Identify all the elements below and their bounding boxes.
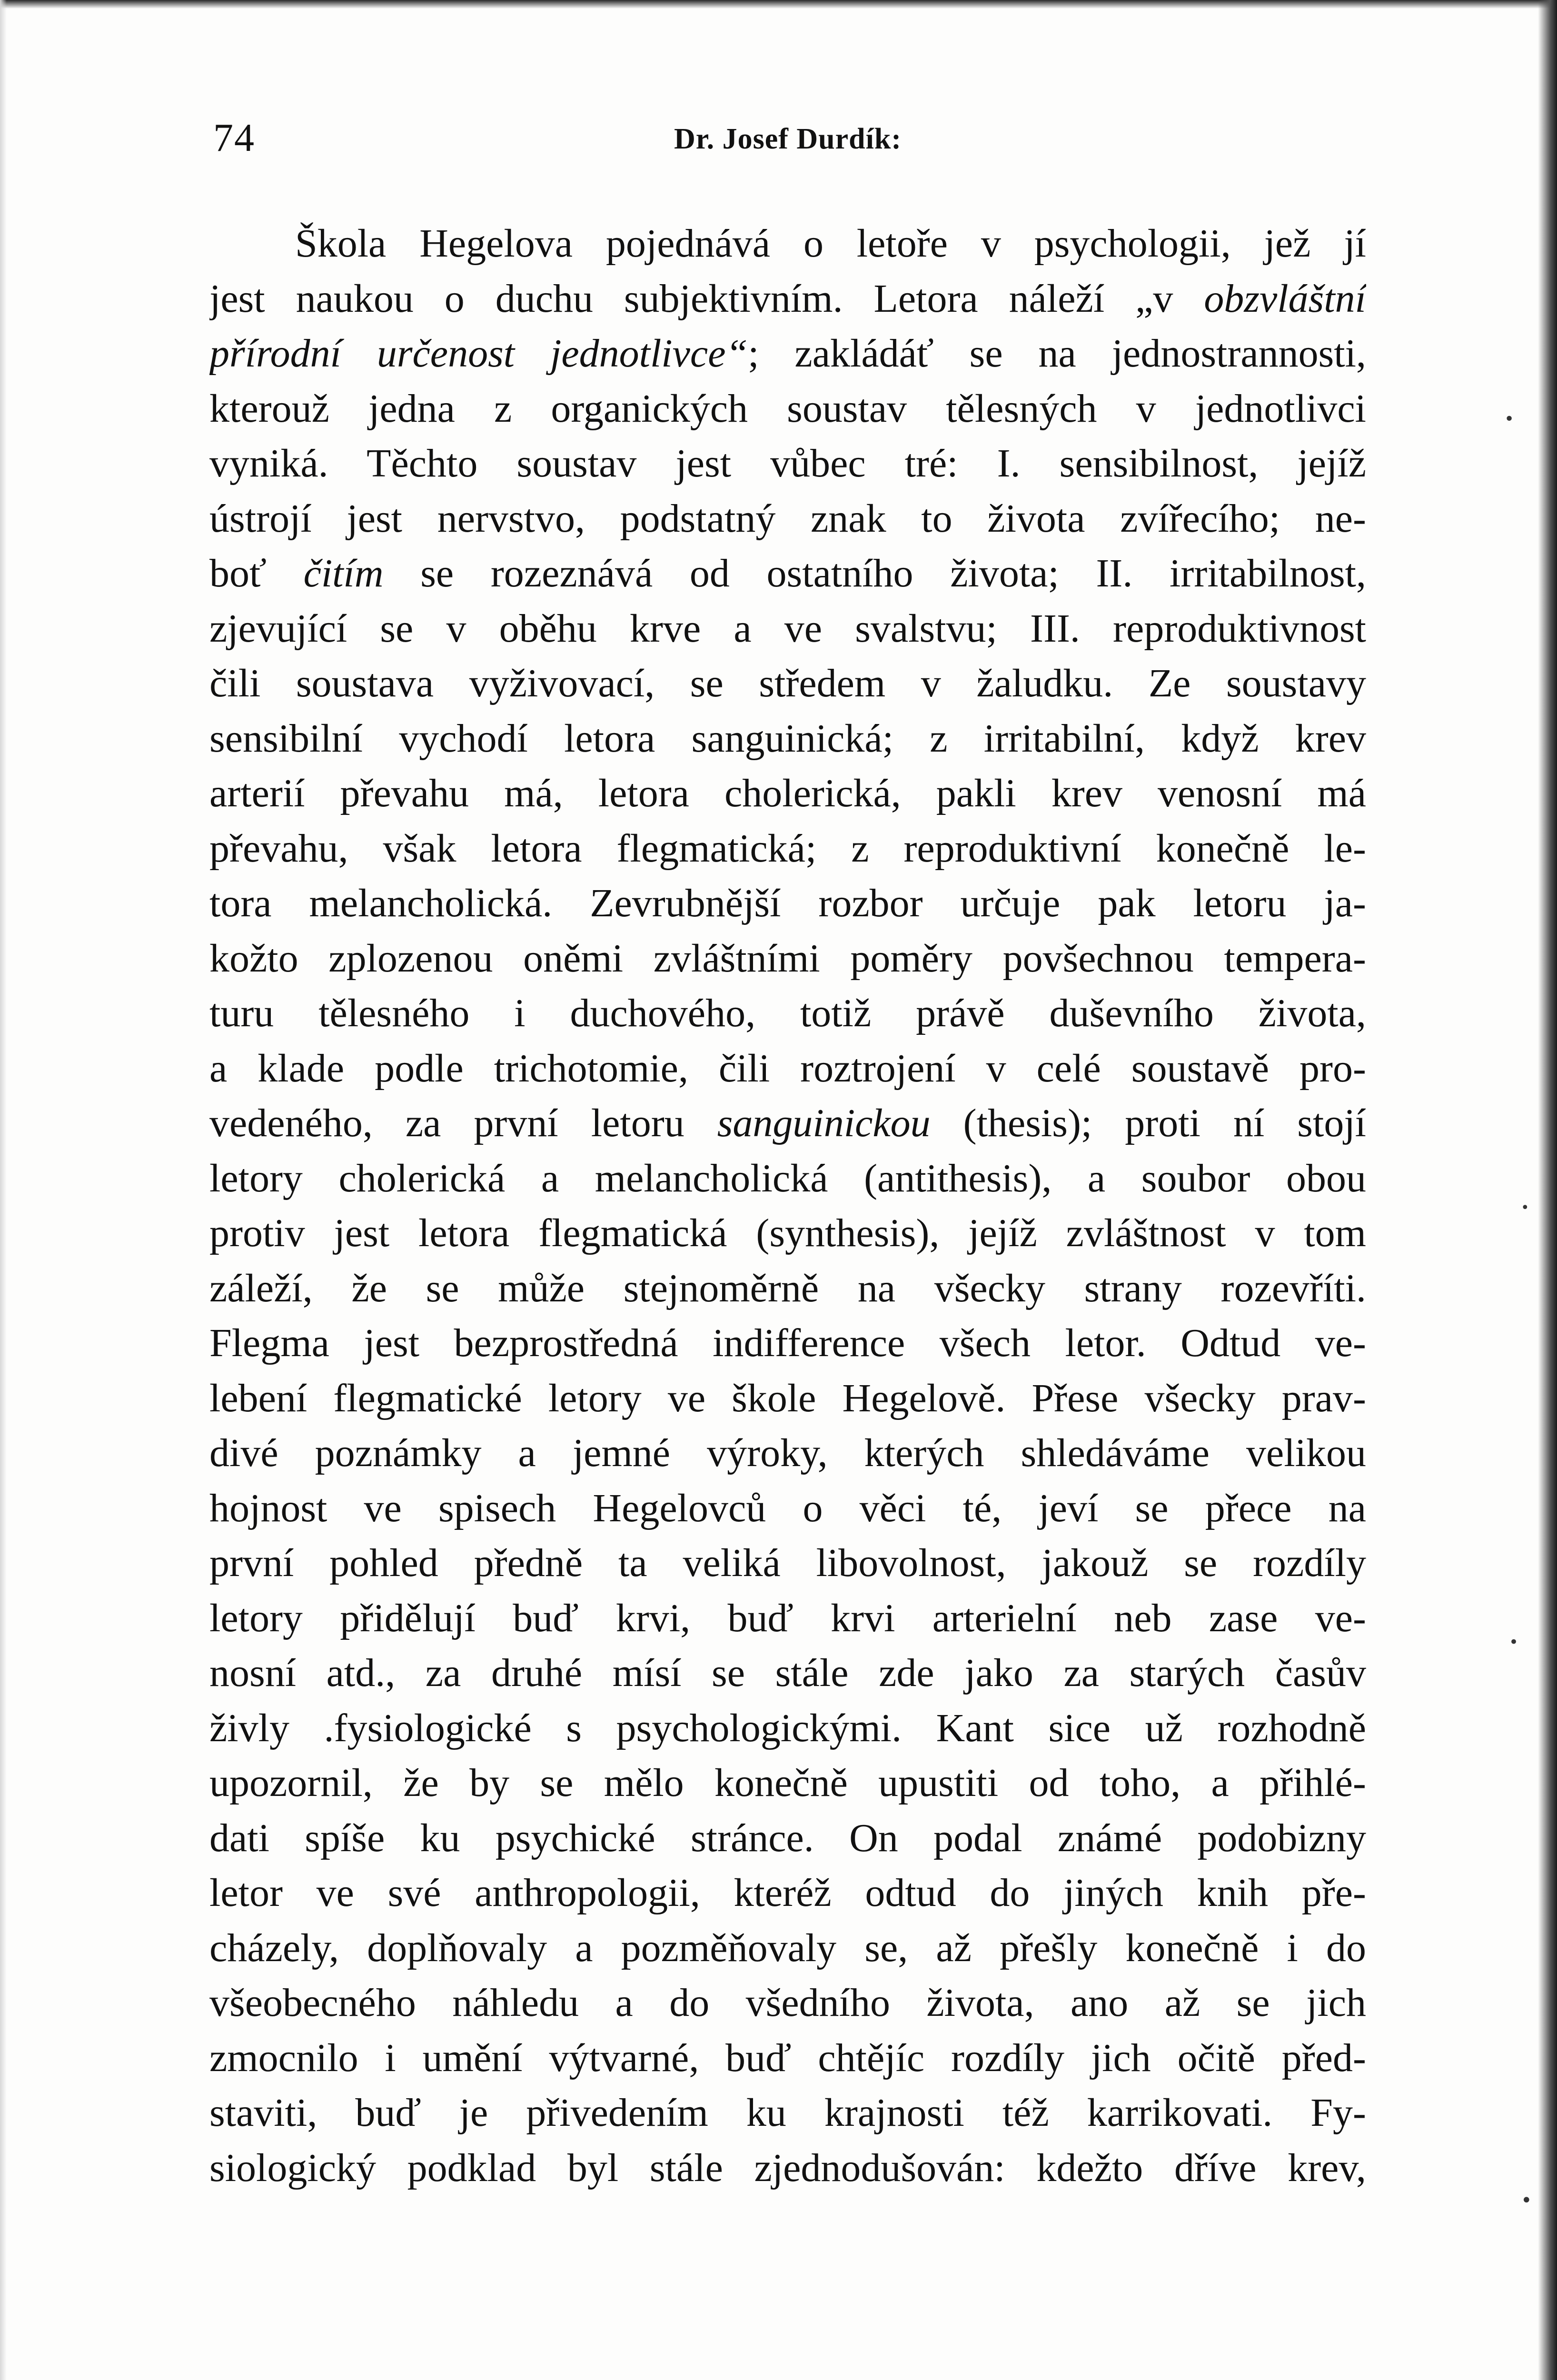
scan-speck: • bbox=[1509, 1633, 1519, 1652]
text-line bbox=[209, 326, 1366, 381]
text-segment: siologický podklad byl stále zjednodušován: kdežto dříve krev, bbox=[209, 2145, 1366, 2190]
text-line bbox=[209, 601, 1366, 656]
text-segment: Škola Hegelova pojednává o letoře v psychologii, jež jí bbox=[295, 221, 1366, 266]
text-segment: kožto zplozenou oněmi zvláštními poměry povšechnou tempera- bbox=[209, 936, 1366, 981]
text-line bbox=[209, 1261, 1366, 1316]
italic-segment: sanguinickou bbox=[717, 1101, 931, 1145]
text-line bbox=[209, 1151, 1366, 1206]
text-segment: a klade podle trichotomie, čili roztrojení v celé soustavě pro- bbox=[209, 1046, 1366, 1091]
text-line bbox=[209, 656, 1366, 711]
text-line bbox=[209, 1865, 1366, 1921]
text-segment: nosní atd., za druhé mísí se stále zde jako za starých časův bbox=[209, 1651, 1366, 1695]
text-line bbox=[209, 1811, 1366, 1866]
scan-speck: • bbox=[1521, 2190, 1532, 2211]
text-segment: letor ve své anthropologii, kteréž odtud do jiných knih pře- bbox=[209, 1871, 1366, 1915]
text-line bbox=[209, 931, 1366, 986]
text-line bbox=[209, 1096, 1366, 1151]
scan-speck: • bbox=[1521, 1200, 1529, 1216]
text-segment: záleží, že se může stejnoměrně na všecky strany rozevříti. bbox=[209, 1266, 1366, 1310]
text-segment: tora melancholická. Zevrubnější rozbor určuje pak letoru ja- bbox=[209, 881, 1366, 925]
page-header bbox=[209, 110, 1366, 163]
text-segment: zmocnilo i umění výtvarné, buď chtějíc rozdíly jich očitě před- bbox=[209, 2035, 1366, 2080]
text-segment: turu tělesného i duchového, totiž právě duševního života, bbox=[209, 991, 1366, 1035]
italic-segment: přírodní určenost jednotlivce“ bbox=[209, 331, 748, 376]
italic-segment: obzvláštní bbox=[1204, 276, 1366, 321]
text-segment: kterouž jedna z organických soustav tělesných v jednotlivci bbox=[209, 386, 1366, 431]
text-segment: (thesis); proti ní stojí bbox=[930, 1101, 1366, 1145]
text-segment: sensibilní vychodí letora sanguinická; z irritabilní, když krev bbox=[209, 716, 1366, 761]
text-line bbox=[209, 876, 1366, 931]
text-segment: letory přidělují buď krvi, buď krvi arterielní neb zase ve- bbox=[209, 1596, 1366, 1640]
text-line bbox=[209, 766, 1366, 821]
text-line bbox=[209, 986, 1366, 1041]
text-line bbox=[209, 1041, 1366, 1096]
text-line bbox=[209, 1755, 1366, 1811]
text-segment: živly .fysiologické s psychologickými. Kant sice už rozhodně bbox=[209, 1706, 1366, 1750]
scan-top-edge bbox=[0, 0, 1557, 9]
text-line bbox=[209, 1426, 1366, 1481]
text-line bbox=[209, 711, 1366, 766]
text-line bbox=[209, 1481, 1366, 1536]
text-segment: ; zakládáť se na jednostrannosti, bbox=[748, 331, 1366, 376]
text-segment: vedeného, za první letoru bbox=[209, 1101, 717, 1145]
text-line bbox=[209, 436, 1366, 491]
text-segment: Flegma jest bezprostředná indifference všech letor. Odtud ve- bbox=[209, 1321, 1366, 1365]
text-segment: jest naukou o duchu subjektivním. Letora náleží „v bbox=[209, 276, 1204, 321]
text-line bbox=[209, 1591, 1366, 1646]
text-segment: upozornil, že by se mělo konečně upustiti od toho, a přihlé- bbox=[209, 1761, 1366, 1805]
text-line bbox=[209, 1646, 1366, 1701]
text-segment: divé poznámky a jemné výroky, kterých shledáváme velikou bbox=[209, 1431, 1366, 1475]
scan-right-edge bbox=[1538, 0, 1557, 2380]
text-line bbox=[209, 2031, 1366, 2086]
text-segment: čili soustava vyživovací, se středem v žaludku. Ze soustavy bbox=[209, 661, 1366, 705]
text-line bbox=[209, 381, 1366, 436]
text-line bbox=[209, 1975, 1366, 2031]
text-segment: staviti, buď je přivedením ku krajnosti též karrikovati. Fy- bbox=[209, 2091, 1366, 2135]
text-segment: zjevující se v oběhu krve a ve svalstvu; III. reproduktivnost bbox=[209, 606, 1366, 651]
text-segment: ústrojí jest nervstvo, podstatný znak to života zvířecího; ne- bbox=[209, 496, 1366, 541]
scan-speck: • bbox=[1504, 409, 1515, 429]
text-segment: cházely, doplňovaly a pozměňovaly se, až přešly konečně i do bbox=[209, 1925, 1366, 1970]
text-line bbox=[209, 1701, 1366, 1756]
text-line bbox=[209, 2085, 1366, 2141]
text-segment: arterií převahu má, letora cholerická, pakli krev venosní má bbox=[209, 771, 1366, 815]
page-number: 74 bbox=[213, 116, 255, 160]
scan-left-edge bbox=[0, 0, 7, 2380]
text-segment: letory cholerická a melancholická (antithesis), a soubor obou bbox=[209, 1156, 1366, 1200]
text-line bbox=[209, 546, 1366, 601]
text-segment: lebení flegmatické letory ve škole Hegelově. Přese všecky prav- bbox=[209, 1376, 1366, 1420]
text-line bbox=[209, 1316, 1366, 1371]
text-line bbox=[209, 491, 1366, 546]
text-line bbox=[209, 2141, 1366, 2196]
running-head: Dr. Josef Durdík: bbox=[674, 123, 902, 155]
text-line bbox=[209, 216, 1366, 271]
text-segment: protiv jest letora flegmatická (synthesis), jejíž zvláštnost v tom bbox=[209, 1211, 1366, 1255]
text-segment: první pohled předně ta veliká libovolnost, jakouž se rozdíly bbox=[209, 1541, 1366, 1585]
italic-segment: čitím bbox=[303, 551, 384, 595]
text-line bbox=[209, 1206, 1366, 1261]
text-segment: boť bbox=[209, 551, 304, 595]
text-line bbox=[209, 1536, 1366, 1591]
text-segment: se rozeznává od ostatního života; II. irritabilnost, bbox=[383, 551, 1366, 595]
text-segment: hojnost ve spisech Hegelovců o věci té, jeví se přece na bbox=[209, 1486, 1366, 1530]
text-line bbox=[209, 821, 1366, 876]
text-line bbox=[209, 1371, 1366, 1426]
text-segment: dati spíše ku psychické stránce. On podal známé podobizny bbox=[209, 1815, 1366, 1860]
text-segment: vyniká. Těchto soustav jest vůbec tré: I. sensibilnost, jejíž bbox=[209, 441, 1366, 486]
text-line bbox=[209, 1921, 1366, 1976]
text-segment: převahu, však letora flegmatická; z reproduktivní konečně le- bbox=[209, 826, 1366, 871]
text-line bbox=[209, 271, 1366, 327]
text-segment: všeobecného náhledu a do všedního života, ano až se jich bbox=[209, 1981, 1366, 2025]
body-text bbox=[209, 216, 1366, 2195]
